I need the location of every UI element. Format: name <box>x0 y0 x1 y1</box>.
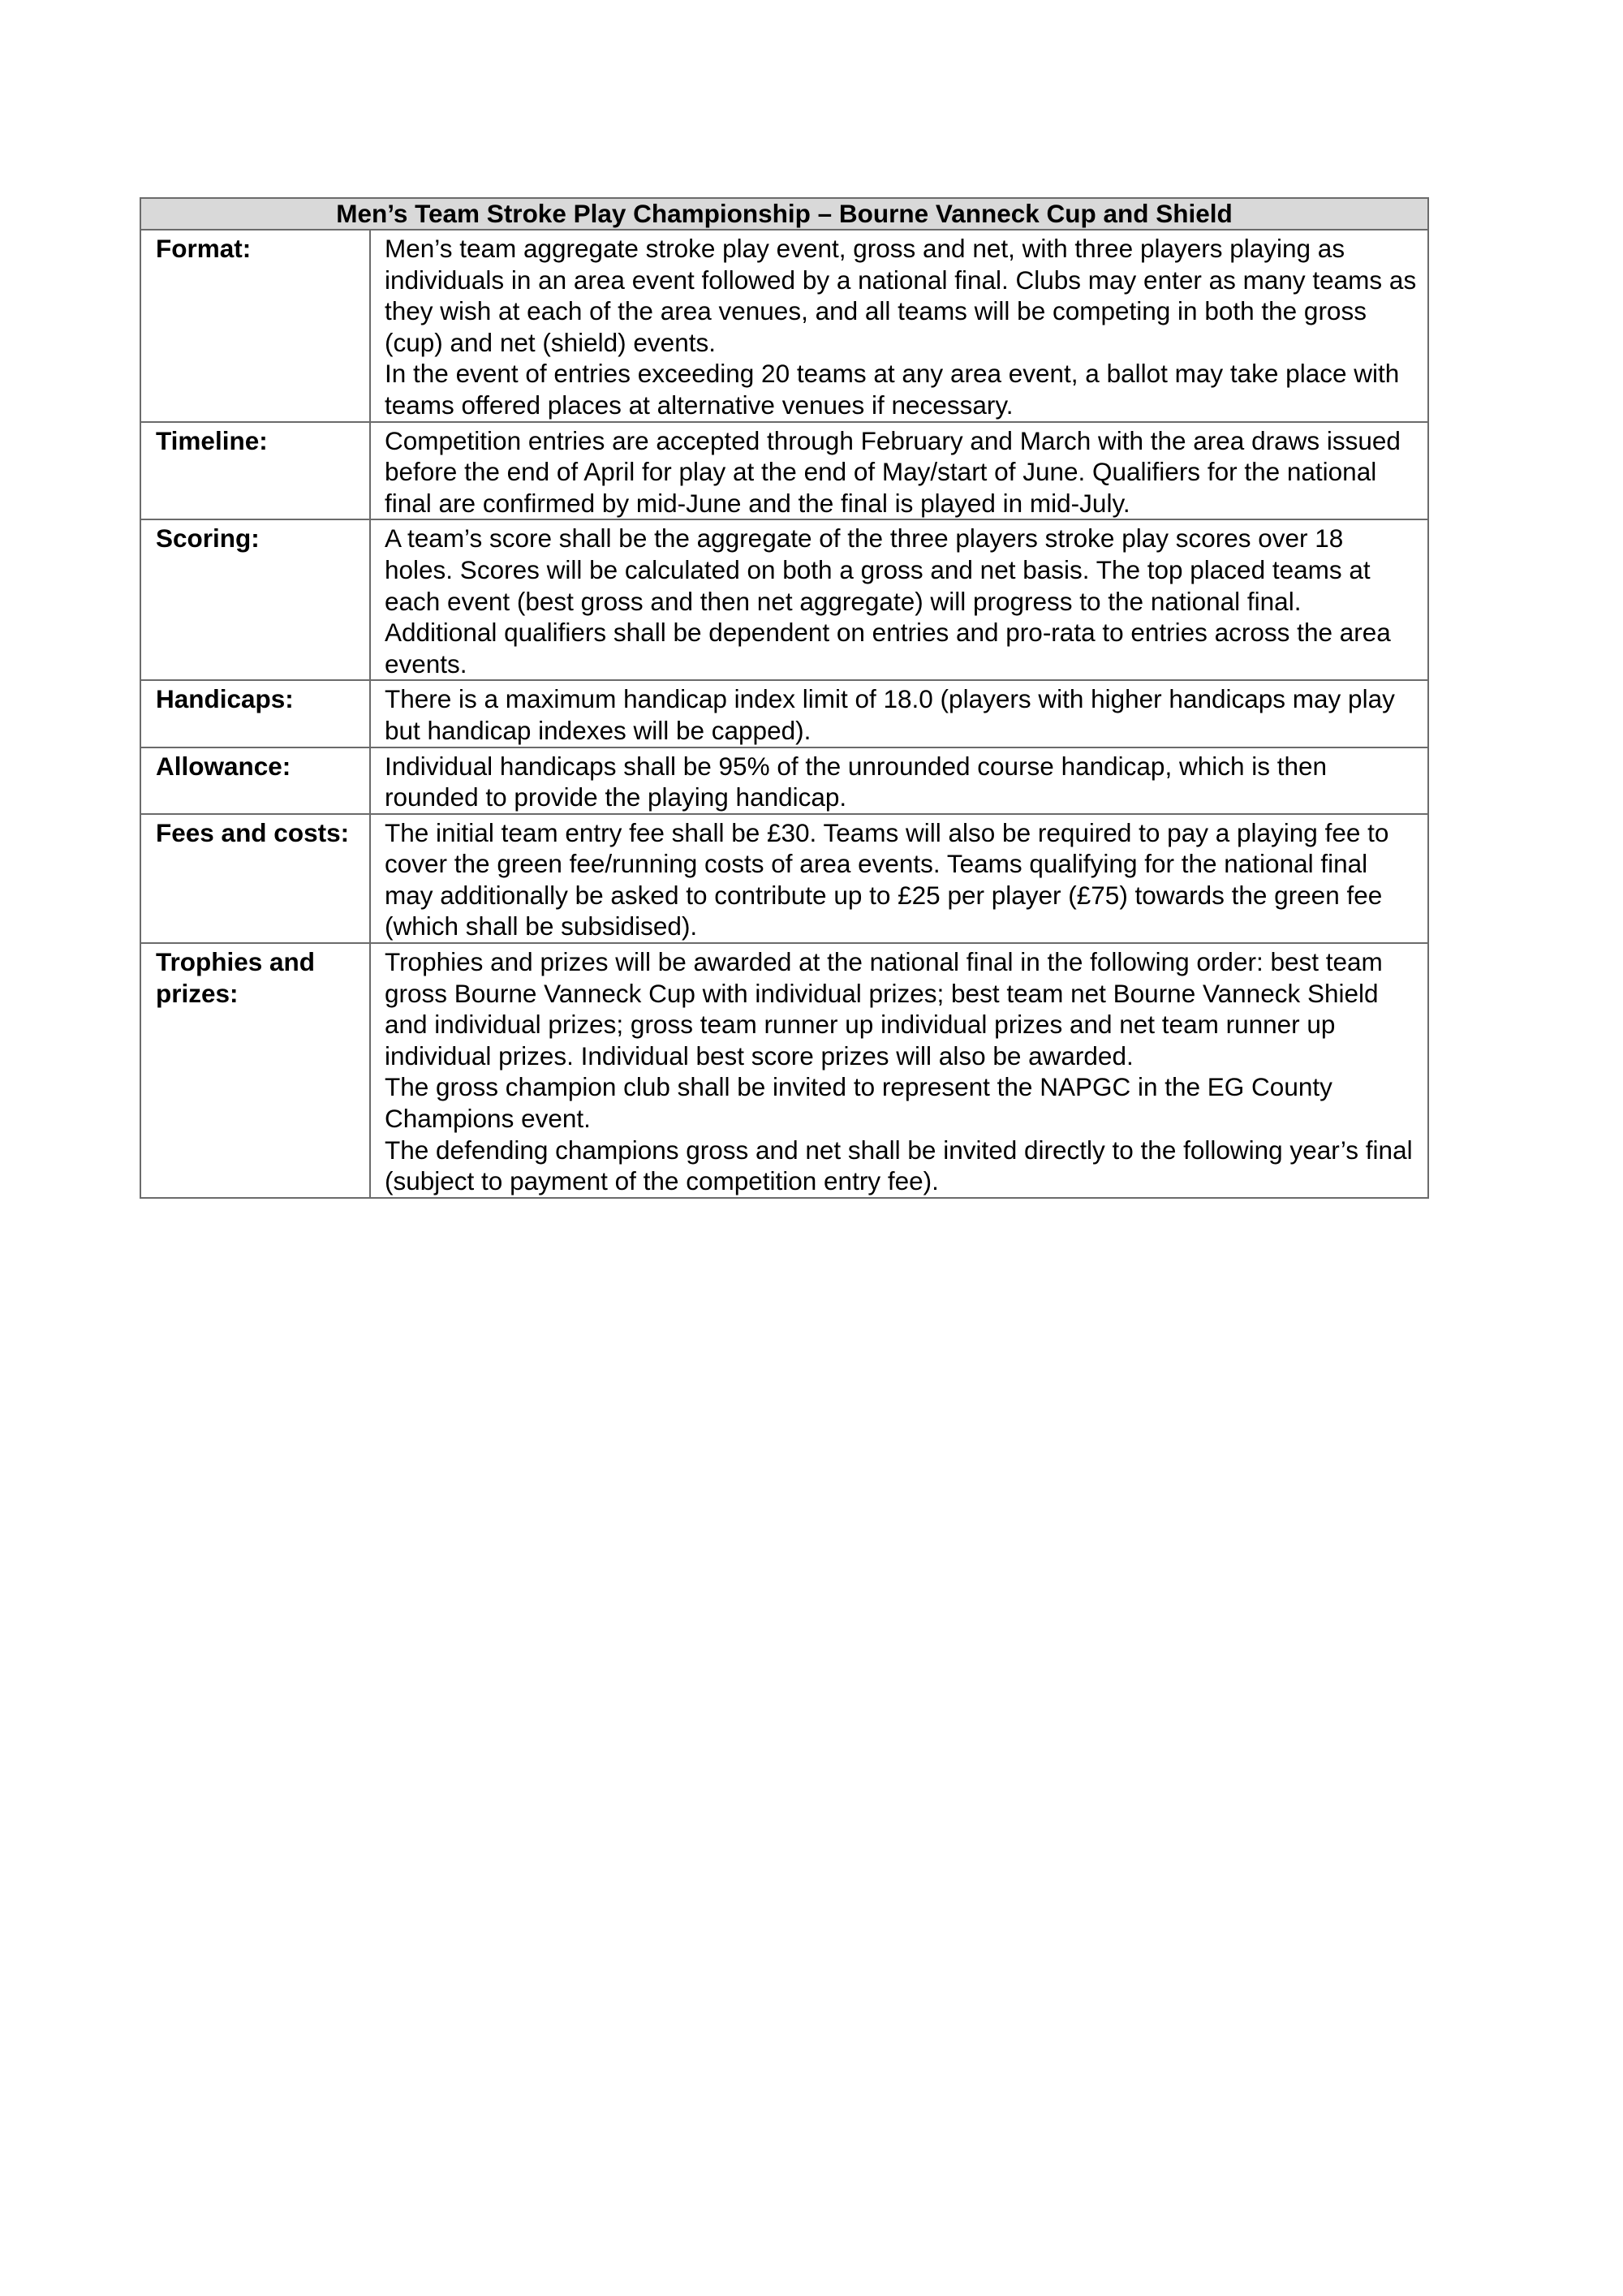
table-row-handicaps <box>140 680 1428 747</box>
paragraph: Trophies and prizes will be awarded at the national final in the following order: best team gross Bourne Vanneck Cup with individual prizes; best team net Bourne Vanneck Shield and individual prizes; gross team runner up individual prizes and net team runner up individual prizes. Individual best score prizes will also be awarded. <box>385 947 1383 1070</box>
paragraph: A team’s score shall be the aggregate of the three players stroke play scores over 18 holes. Scores will be calculated on both a gross and net basis. The top placed teams at each event (best gross and then net aggregate) will progress to the national final. Additional qualifiers shall be dependent on entries and pro-rata to entries across the area events. <box>385 523 1391 678</box>
row-label-fees-and-costs: Fees and costs: <box>140 814 370 943</box>
table-header-row <box>140 198 1428 230</box>
paragraph: In the event of entries exceeding 20 teams at any area event, a ballot may take place with teams offered places at alternative venues if necessary. <box>385 359 1400 420</box>
paragraph: Competition entries are accepted through February and March with the area draws issued before the end of April for play at the end of May/start of June. Qualifiers for the national final are confirmed by mid-June and the final is played in mid-July. <box>385 425 1401 518</box>
paragraph: The defending champions gross and net shall be invited directly to the following year’s final (subject to payment of the competition entry fee). <box>385 1135 1413 1196</box>
table-row-fees-and-costs <box>140 814 1428 943</box>
row-value-handicaps <box>370 680 1428 747</box>
row-label-timeline: Timeline: <box>140 422 370 520</box>
table-row-trophies-and-prizes <box>140 943 1428 1198</box>
table-row-allowance <box>140 747 1428 814</box>
row-label-scoring: Scoring: <box>140 519 370 680</box>
paragraph: Individual handicaps shall be 95% of the unrounded course handicap, which is then rounded to provide the playing handicap. <box>385 751 1328 812</box>
row-label-handicaps: Handicaps: <box>140 680 370 747</box>
table-row-timeline <box>140 422 1428 520</box>
row-value-fees-and-costs <box>370 814 1428 943</box>
paragraph: The initial team entry fee shall be £30. Teams will also be required to pay a playing fee to cover the green fee/running costs of area events. Teams qualifying for the national final may additionally be asked to contribute up to £25 per player (£75) towards the green fee (which shall be subsidised). <box>385 817 1389 941</box>
row-value-format <box>370 230 1428 422</box>
row-label-format: Format: <box>140 230 370 422</box>
paragraph: The gross champion club shall be invited to represent the NAPGC in the EG County Champions event. <box>385 1072 1332 1134</box>
table-row-format <box>140 230 1428 422</box>
row-value-timeline <box>370 422 1428 520</box>
table-title: Men’s Team Stroke Play Championship – Bourne Vanneck Cup and Shield <box>140 198 1428 230</box>
competition-rules-table <box>140 197 1429 1199</box>
paragraph: Men’s team aggregate stroke play event, gross and net, with three players playing as individuals in an area event followed by a national final. Clubs may enter as many teams as they wish at each of the area venues, and all teams will be competing in both the gross (cup) and net (shield) events. <box>385 234 1417 357</box>
row-label-allowance: Allowance: <box>140 747 370 814</box>
paragraph: There is a maximum handicap index limit of 18.0 (players with higher handicaps may play but handicap indexes will be capped). <box>385 684 1395 745</box>
row-value-allowance <box>370 747 1428 814</box>
row-label-trophies-and-prizes: Trophies and prizes: <box>140 943 370 1198</box>
table-row-scoring <box>140 519 1428 680</box>
row-value-scoring <box>370 519 1428 680</box>
row-value-trophies-and-prizes <box>370 943 1428 1198</box>
